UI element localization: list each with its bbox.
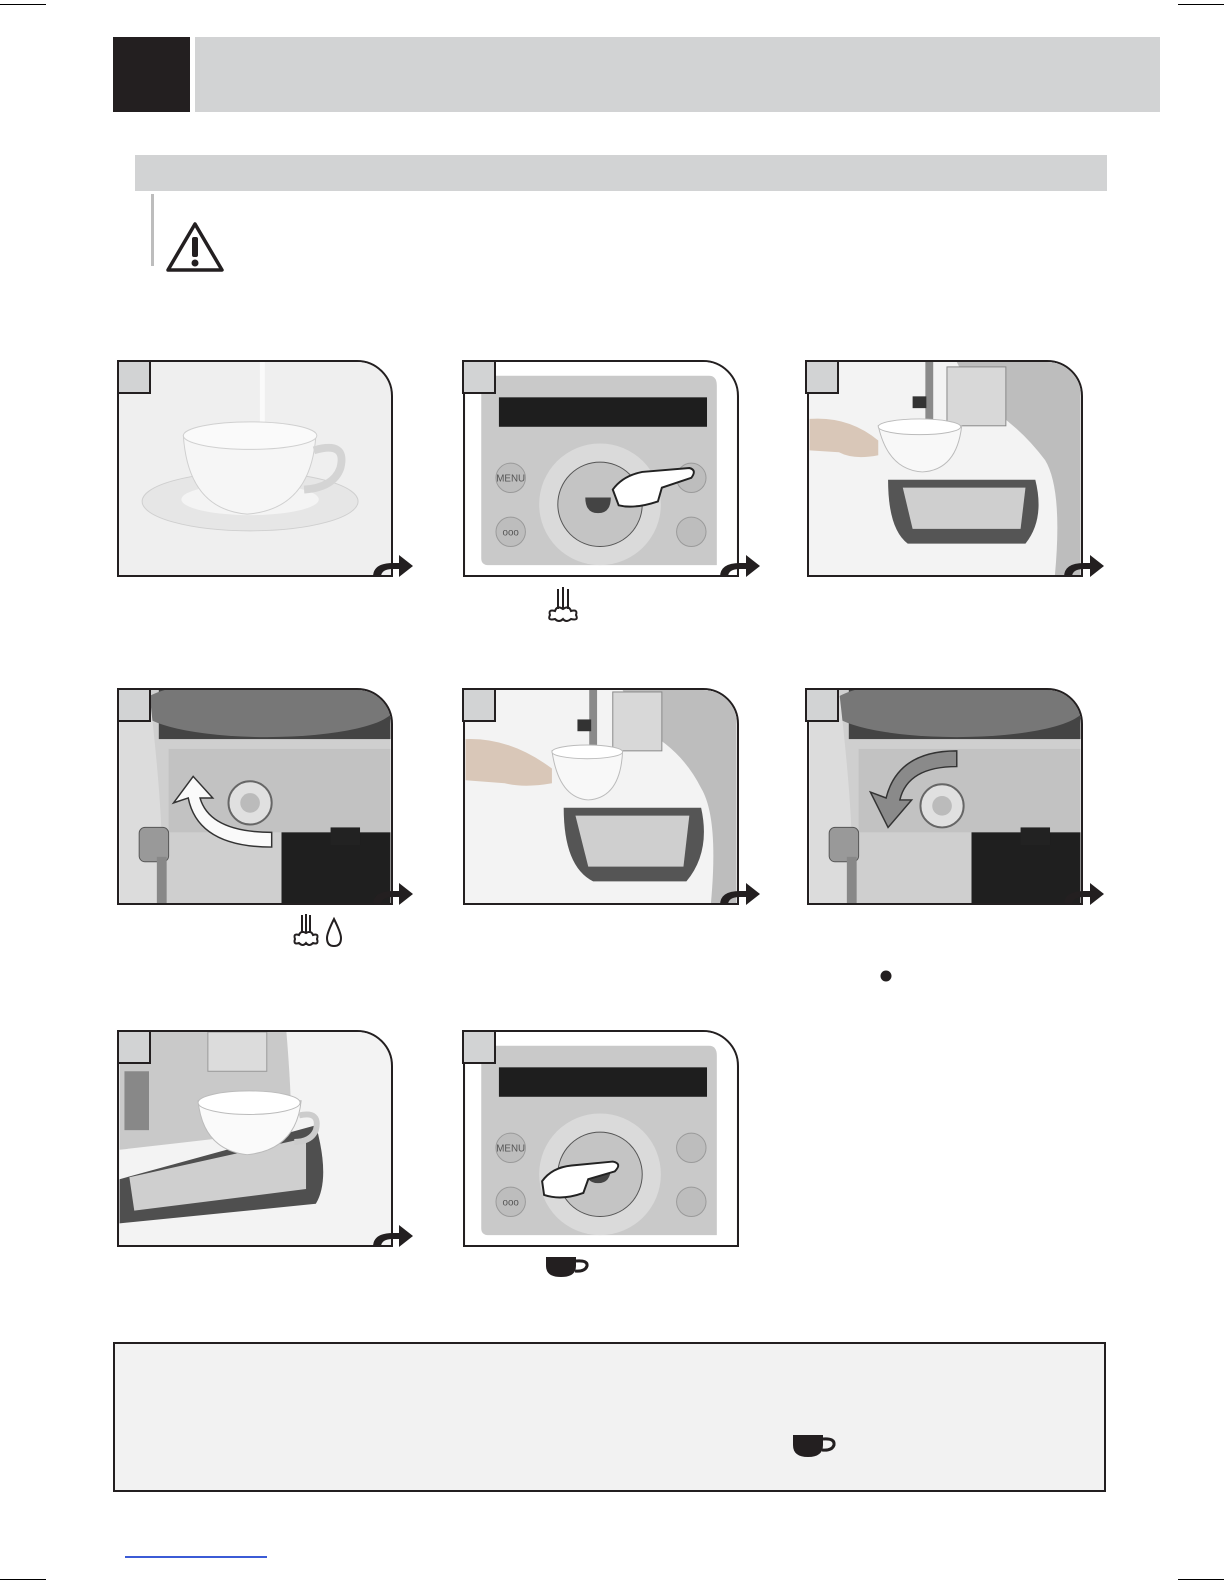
menu-button-label: MENU: [496, 473, 526, 485]
next-step-arrow-icon: [371, 553, 415, 579]
section-title-bar: [195, 37, 1160, 112]
step-6-panel: [807, 688, 1083, 905]
steam-wand-cup-illustration: [809, 362, 1081, 575]
step-8-panel: [463, 1030, 739, 1247]
next-step-arrow-icon: [371, 881, 415, 907]
cup-icon: [545, 1256, 591, 1278]
svg-text:ooo: ooo: [502, 1197, 519, 1209]
frothed-milk-cup-illustration: [119, 1032, 391, 1245]
next-step-arrow-icon: [1062, 553, 1106, 579]
next-step-arrow-icon: [371, 1223, 415, 1249]
next-step-arrow-icon: [1062, 881, 1106, 907]
section-number-block: [113, 37, 190, 112]
step-1-number: [117, 360, 151, 394]
step-5-number: [462, 688, 496, 722]
next-step-arrow-icon: [718, 881, 762, 907]
step-7-number: [117, 1030, 151, 1064]
step-5-panel: [463, 688, 739, 905]
dot-icon: [879, 969, 893, 983]
crop-mark: [0, 4, 46, 5]
steam-icon: [546, 585, 580, 625]
step-3-number: [805, 360, 839, 394]
steam-wand-cup-illustration: [465, 690, 737, 903]
step-4-panel: [117, 688, 393, 905]
control-panel-illustration: [465, 362, 737, 575]
cup-icon: [792, 1434, 838, 1458]
step-6-number: [805, 688, 839, 722]
note-box: [113, 1342, 1106, 1492]
step-2-panel: [463, 360, 739, 577]
cup-saucer-illustration: [119, 362, 391, 575]
footer-link[interactable]: [125, 1556, 267, 1558]
warning-rule: [151, 194, 154, 266]
step-8-number: [462, 1030, 496, 1064]
step-4-number: [117, 688, 151, 722]
step-3-panel: [807, 360, 1083, 577]
subsection-title-bar: [135, 155, 1107, 191]
step-2-number: [462, 360, 496, 394]
step-7-panel: [117, 1030, 393, 1247]
crop-mark: [1178, 1579, 1224, 1580]
next-step-arrow-icon: [718, 553, 762, 579]
warning-triangle-icon: [165, 221, 225, 273]
knob-clockwise-illustration: [809, 690, 1081, 903]
control-panel-illustration: [465, 1032, 737, 1245]
crop-mark: [1178, 4, 1224, 5]
svg-text:ooo: ooo: [502, 527, 519, 539]
crop-mark: [0, 1579, 46, 1580]
step-1-panel: [117, 360, 393, 577]
steam-water-icons: [292, 913, 348, 949]
knob-counterclockwise-illustration: [119, 690, 391, 903]
svg-text:MENU: MENU: [496, 1143, 526, 1155]
